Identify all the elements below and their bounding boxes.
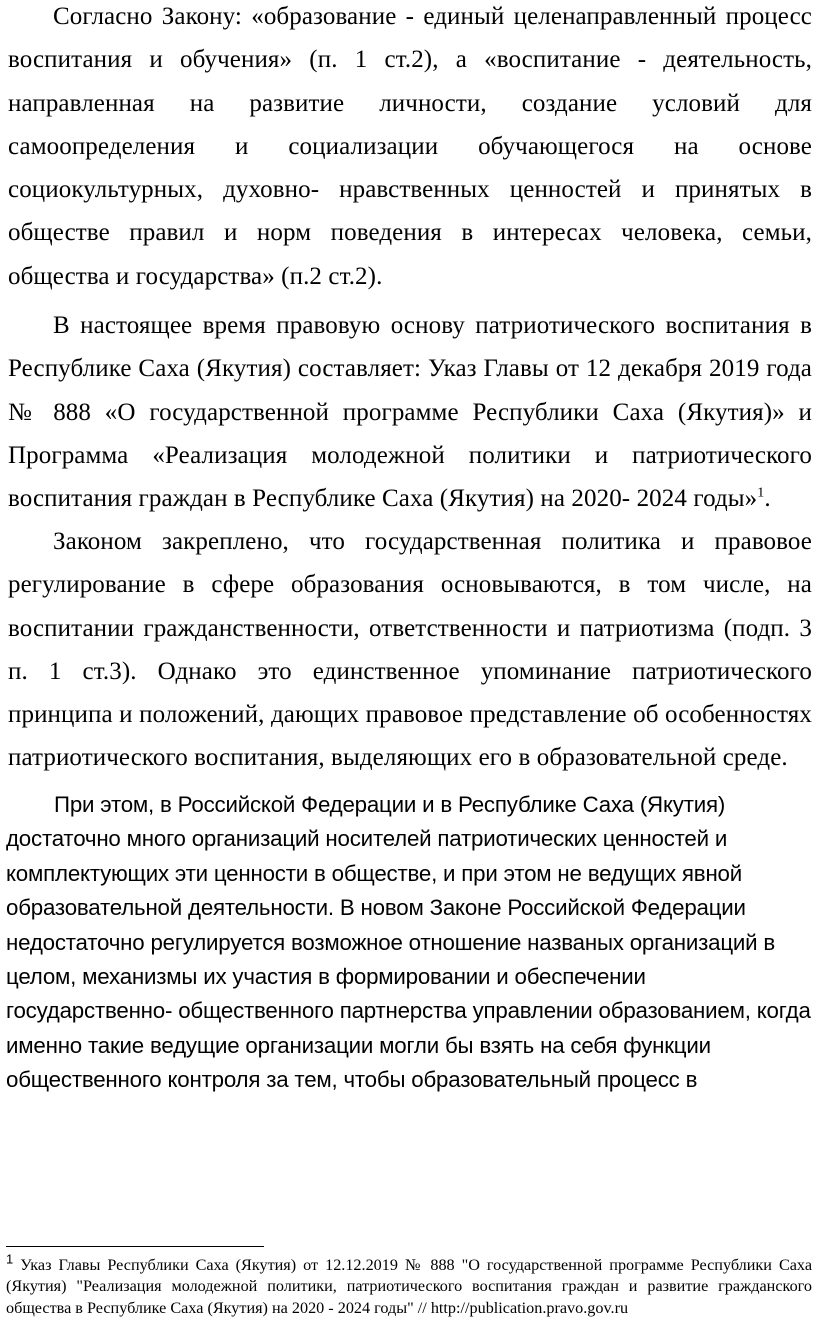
paragraph-legal-basis-end: . <box>764 485 771 513</box>
paragraph-education-law: Согласно Закону: «образование - единый целенаправленный процесс воспитания и обучения» (п. 1 ст.2), а «воспитание - деятельность, направленная на развитие личности, создание условий для самоопределения и социализации обучающегося на основе социокультурных, духовно- нравственных ценностей и принятых в обществе правил и норм поведения в интересах человека, семьи, общества и государства» (п.2 ст.2). <box>8 3 812 290</box>
footnote-number: 1 <box>6 1251 14 1267</box>
paragraph-legal-basis-text: В настоящее время правовую основу патриотического воспитания в Республике Саха (Якутия) составляет: Указ Главы от 12 декабря 2019 года № 888 «О государственной программе Республики Саха (Якутия)» и Программа «Реализация молодежной политики и патриотического воспитания граждан в Республике Саха (Якутия) на 2020- 2024 годы» <box>8 312 812 513</box>
paragraph-state-policy: Законом закреплено, что государственная политика и правовое регулирование в сфере образования основываются, в том числе, на воспитании гражданственности, ответственности и патриотизма (подп. 3 п. 1 ст.3). Однако это единственное упоминание патриотического принципа и положений, дающих правовое представление об особенностях патриотического воспитания, выделяющих его в образовательной среде. <box>8 528 812 772</box>
footnote <box>6 1251 812 1319</box>
paragraph-organizations: При этом, в Российской Федерации и в Республике Саха (Якутия) достаточно много организаций носителей патриотических ценностей и комплектующих эти ценности в обществе, и при этом не ведущих явной образовательной деятельности. В новом Законе Российской Федерации недостаточно регулируется возможное отношение названых организаций в целом, механизмы их участия в формировании и обеспечении государственно- общественного партнерства управлении образованием, когда именно такие ведущие организации могли бы взять на себя функции общественного контроля за тем, чтобы образовательный процесс в <box>6 792 811 1093</box>
footnote-separator <box>6 1246 264 1247</box>
footnote-reference[interactable]: 1 <box>757 485 765 501</box>
paragraph-legal-basis <box>8 304 812 520</box>
footnote-text: Указ Главы Республики Саха (Якутия) от 12.12.2019 № 888 "О государственной программе Республики Саха (Якутия) "Реализация молодежной политики, патриотического воспитания граждан и развитие гражданского общества в Республике Саха (Якутия) на 2020 - 2024 годы" // http://publication.pravo.gov.ru <box>6 1256 812 1317</box>
